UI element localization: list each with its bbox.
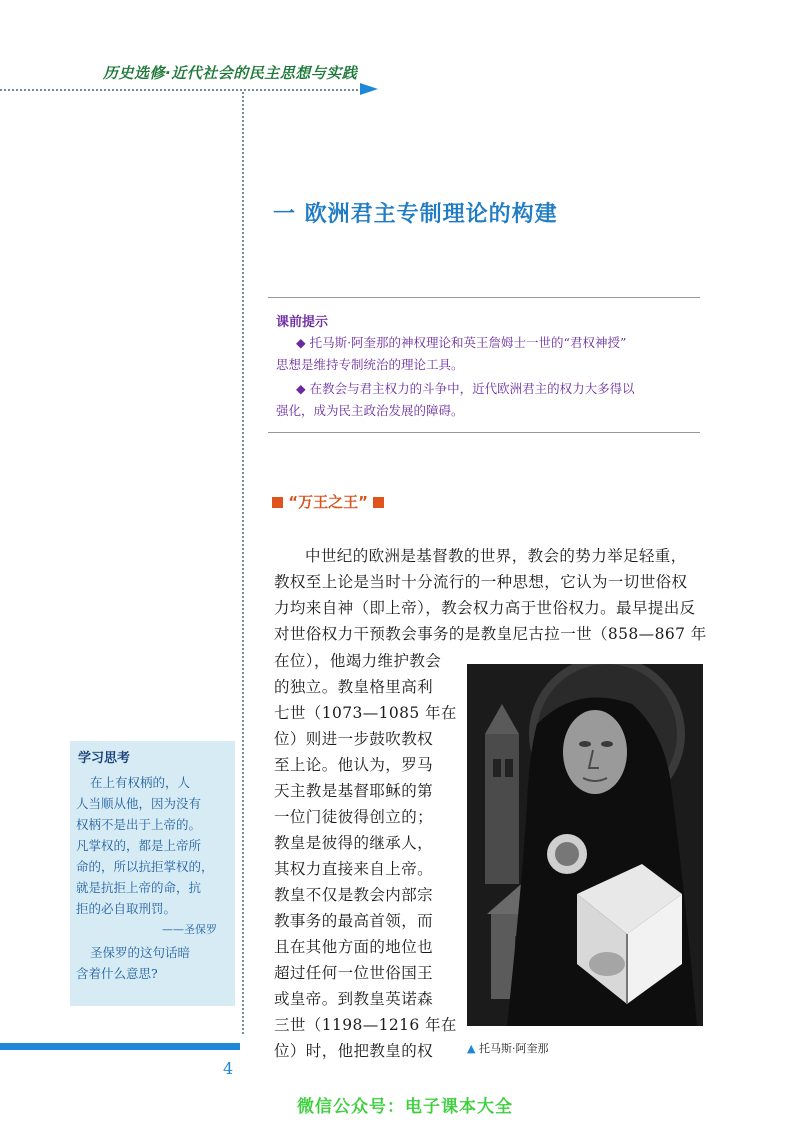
square-bullet-icon [272,497,283,508]
think-line: 命的，所以抗拒掌权的， [76,859,214,874]
square-bullet-icon [373,497,384,508]
header-dotted-rule [0,89,362,91]
body-line: 其权力直接来自上帝。 [274,860,434,878]
think-line: 人当顺从他，因为没有 [76,796,202,811]
section-heading-text: “万王之王” [288,493,368,511]
portrait-image [467,664,703,1026]
preview-label: 课前提示 [276,315,329,330]
study-think-box [70,741,235,1006]
body-line: 或皇帝。到教皇英诺森 [274,990,434,1008]
body-line: 且在其他方面的地位也 [274,938,434,956]
preview-box [268,297,700,433]
triangle-marker-icon: ▲ [467,1042,476,1055]
body-line: 对世俗权力干预教会事务的是教皇尼古拉一世（858—867 年 [274,625,707,643]
figure-caption-text: 托马斯·阿奎那 [478,1042,549,1055]
body-line: 教皇不仅是教会内部宗 [274,886,434,904]
body-line: 的独立。教皇格里高利 [274,678,434,696]
section-heading [272,491,384,512]
lesson-title: 一 欧洲君主专制理论的构建 [273,202,558,227]
body-line: 三世（1198—1216 年在 [274,1016,457,1034]
body-line: 超过任何一位世俗国王 [274,964,434,982]
header-arrow-icon [360,83,378,95]
think-line: 拒的必自取刑罚。 [76,901,177,916]
column-divider [242,92,244,1034]
body-line: 教皇是彼得的继承人， [274,834,434,852]
study-think-label: 学习思考 [78,751,131,766]
preview-line: 思想是维持专制统治的理论工具。 [276,357,464,372]
body-line: 力均来自神（即上帝），教会权力高于世俗权力。最早提出反 [274,599,696,617]
body-line: 一位门徒彼得创立的； [274,808,434,826]
footer-bar [0,1043,240,1050]
figure-caption [467,1040,548,1056]
body-line: 教权至上论是当时十分流行的一种思想，它认为一切世俗权 [274,573,688,591]
body-line: 七世（1073—1085 年在 [274,704,457,722]
think-line: 在上有权柄的，人 [90,775,191,790]
think-line: 含着什么意思? [76,966,158,981]
body-line: 天主教是基督耶稣的第 [274,782,434,800]
portrait-drawing [467,664,703,1026]
body-line: 位）则进一步鼓吹教权 [274,730,434,748]
body-line: 至上论。他认为，罗马 [274,756,434,774]
page-number: 4 [223,1059,234,1078]
think-attribution: ——圣保罗 [162,923,217,936]
body-line: 位）时，他把教皇的权 [274,1042,434,1060]
think-line: 权柄不是出于上帝的。 [76,817,202,832]
think-line: 凡掌权的，都是上帝所 [76,838,202,853]
think-line: 就是抗拒上帝的命，抗 [76,880,202,895]
preview-line: 强化，成为民主政治发展的障碍。 [276,403,464,418]
watermark-text: 微信公众号：电子课本大全 [297,1097,513,1117]
body-line: 教事务的最高首领，而 [274,912,434,930]
think-line: 圣保罗的这句话暗 [90,945,191,960]
header-title: 历史选修·近代社会的民主思想与实践 [103,64,358,82]
body-line: 在位），他竭力维护教会 [274,652,442,670]
preview-line: ◆ 托马斯·阿奎那的神权理论和英王詹姆士一世的“君权神授” [296,335,627,350]
preview-line: ◆ 在教会与君主权力的斗争中，近代欧洲君主的权力大多得以 [296,381,635,396]
body-line: 中世纪的欧洲是基督教的世界，教会的势力举足轻重， [305,547,687,565]
